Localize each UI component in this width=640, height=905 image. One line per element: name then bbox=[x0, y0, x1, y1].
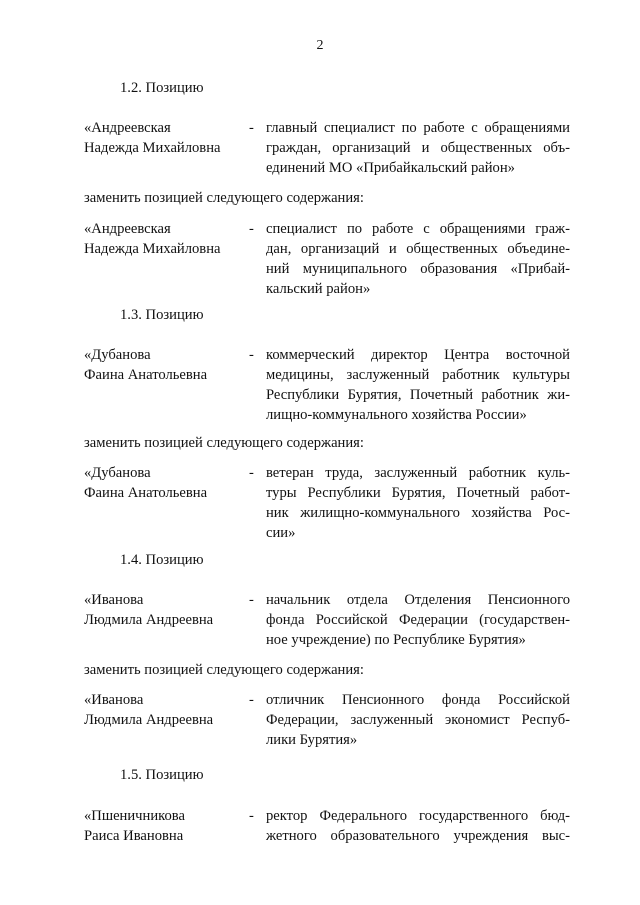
desc-line: Федерации, заслуженный экономист Респуб- bbox=[266, 712, 570, 728]
section-heading: 1.4. Позицию bbox=[120, 552, 204, 568]
name-line: «Дубанова bbox=[84, 465, 151, 481]
position-description bbox=[266, 690, 570, 750]
desc-line: кальский район» bbox=[266, 281, 371, 297]
dash-separator: - bbox=[249, 592, 254, 608]
desc-line: единений МО «Прибайкальский район» bbox=[266, 160, 515, 176]
desc-line: Республики Бурятия, Почетный работник жи- bbox=[266, 387, 570, 403]
replace-instruction: заменить позицией следующего содержания: bbox=[84, 190, 364, 206]
dash-separator: - bbox=[249, 347, 254, 363]
dash-separator: - bbox=[249, 221, 254, 237]
person-name bbox=[84, 463, 244, 503]
name-line: «Пшеничникова bbox=[84, 808, 185, 824]
desc-line: сии» bbox=[266, 525, 296, 541]
person-name bbox=[84, 118, 244, 158]
name-line: Фаина Анатольевна bbox=[84, 485, 208, 501]
desc-line: коммерческий директор Центра восточной bbox=[266, 347, 570, 363]
name-line: «Иванова bbox=[84, 592, 144, 608]
desc-line: ректор Федерального государственного бюд- bbox=[266, 808, 570, 824]
replace-instruction: заменить позицией следующего содержания: bbox=[84, 435, 364, 451]
name-line: Людмила Андреевна bbox=[84, 612, 214, 628]
name-line: Надежда Михайловна bbox=[84, 241, 221, 257]
desc-line: ник жилищно-коммунального хозяйства Рос- bbox=[266, 505, 570, 521]
person-name bbox=[84, 690, 244, 730]
name-line: «Андреевская bbox=[84, 120, 171, 136]
desc-line: специалист по работе с обращениями граж- bbox=[266, 221, 570, 237]
person-name bbox=[84, 806, 244, 846]
name-line: «Дубанова bbox=[84, 347, 151, 363]
position-description bbox=[266, 590, 570, 650]
desc-line: отличник Пенсионного фонда Российской bbox=[266, 692, 570, 708]
position-description bbox=[266, 806, 570, 846]
desc-line: туры Республики Бурятия, Почетный работ- bbox=[266, 485, 570, 501]
desc-line: граждан, организаций и общественных объ- bbox=[266, 140, 570, 156]
person-name bbox=[84, 345, 244, 385]
position-description bbox=[266, 463, 570, 543]
position-description bbox=[266, 345, 570, 425]
section-heading: 1.3. Позицию bbox=[120, 307, 204, 323]
position-description bbox=[266, 219, 570, 299]
desc-line: медицины, заслуженный работник культуры bbox=[266, 367, 570, 383]
desc-line: дан, организаций и общественных объедине- bbox=[266, 241, 570, 257]
person-name bbox=[84, 219, 244, 259]
dash-separator: - bbox=[249, 692, 254, 708]
name-line: Раиса Ивановна bbox=[84, 828, 184, 844]
desc-line: лики Бурятия» bbox=[266, 732, 358, 748]
person-name bbox=[84, 590, 244, 630]
dash-separator: - bbox=[249, 808, 254, 824]
replace-instruction: заменить позицией следующего содержания: bbox=[84, 662, 364, 678]
desc-line: ветеран труда, заслуженный работник куль- bbox=[266, 465, 570, 481]
dash-separator: - bbox=[249, 120, 254, 136]
desc-line: ний муниципального образования «Прибай- bbox=[266, 261, 570, 277]
desc-line: фонда Российской Федерации (государствен- bbox=[266, 612, 570, 628]
section-heading: 1.2. Позицию bbox=[120, 80, 204, 96]
name-line: «Иванова bbox=[84, 692, 144, 708]
page-number: 2 bbox=[316, 38, 324, 53]
dash-separator: - bbox=[249, 465, 254, 481]
desc-line: лищно-коммунального хозяйства России» bbox=[266, 407, 527, 423]
section-heading: 1.5. Позицию bbox=[120, 767, 204, 783]
desc-line: ное учреждение) по Республике Бурятия» bbox=[266, 632, 526, 648]
name-line: Надежда Михайловна bbox=[84, 140, 221, 156]
position-description bbox=[266, 118, 570, 178]
desc-line: начальник отдела Отделения Пенсионного bbox=[266, 592, 570, 608]
desc-line: главный специалист по работе с обращениями bbox=[266, 120, 570, 136]
desc-line: жетного образовательного учреждения выс- bbox=[266, 828, 570, 844]
name-line: Людмила Андреевна bbox=[84, 712, 214, 728]
name-line: Фаина Анатольевна bbox=[84, 367, 208, 383]
name-line: «Андреевская bbox=[84, 221, 171, 237]
